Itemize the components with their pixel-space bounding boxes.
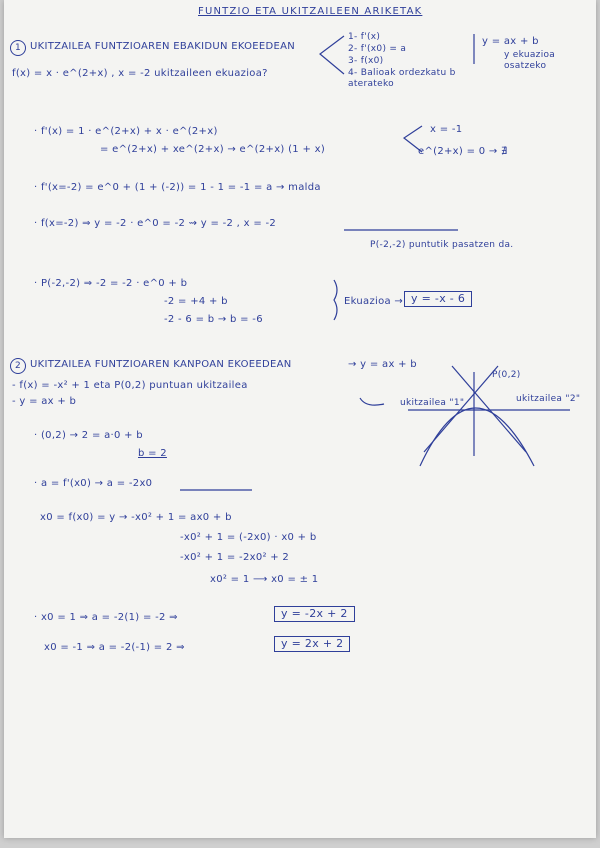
slope-calculation: · f'(x=-2) = e^0 + (1 + (-2)) = 1 - 1 = -1 = a → malda: [34, 182, 321, 193]
derivative-line-2: = e^(2+x) + xe^(2+x) → e^(2+x) (1 + x): [100, 144, 326, 155]
ex2-step-1-result: b = 2: [138, 448, 167, 459]
critical-case-2: e^(2+x) = 0 → ∄: [418, 146, 508, 157]
steps-bracket: [320, 36, 344, 74]
notebook-page: [4, 0, 596, 838]
hook-arrow: [360, 398, 384, 405]
page-title: FUNTZIO ETA UKITZAILEEN ARIKETAK: [198, 6, 423, 17]
derivative-line-1: · f'(x) = 1 · e^(2+x) + x · e^(2+x): [34, 126, 218, 137]
critical-bracket: [404, 126, 422, 152]
step-2: 2- f'(x0) = a: [348, 44, 407, 54]
given-function: - f(x) = -x² + 1 eta P(0,2) puntuan ukitzailea: [12, 380, 248, 391]
equation-brace: [334, 280, 337, 320]
step-4: 4- Balioak ordezkatu b aterateko: [348, 68, 456, 89]
line-form-note: y ekuazioa osatzeko: [504, 50, 556, 71]
ex2-result-1: · x0 = 1 ⇒ a = -2(1) = -2 ⇒: [34, 612, 178, 623]
critical-case-1: x = -1: [430, 124, 463, 135]
ex2-answer-1: y = -2x + 2: [274, 606, 355, 622]
exercise-1-heading: UKITZAILEA FUNTZIOAREN EBAKIDUN EKOEEDEAN: [30, 41, 296, 52]
line-form: y = ax + b: [482, 36, 539, 47]
exercise-2-heading: UKITZAILEA FUNTZIOAREN KANPOAN EKOEEDEAN: [30, 359, 292, 370]
ex2-step-3a: x0 = f(x0) = y → -x0² + 1 = ax0 + b: [40, 512, 232, 523]
exercise-2-form: → y = ax + b: [348, 359, 417, 370]
step-3: 3- f(x0): [348, 56, 384, 66]
point-note: P(-2,-2) puntutik pasatzen da.: [370, 240, 514, 250]
substitution-line-1: · P(-2,-2) ⇒ -2 = -2 · e^0 + b: [34, 278, 188, 289]
exercise-2-number: 2: [10, 358, 26, 374]
ex2-step-3b: -x0² + 1 = (-2x0) · x0 + b: [180, 532, 317, 543]
sketch-tangent-2: [452, 366, 526, 452]
equation-label: Ekuazioa →: [344, 296, 404, 307]
ex2-step-1: · (0,2) → 2 = a·0 + b: [34, 430, 143, 441]
handwritten-strokes: [4, 0, 596, 838]
sketch-tangent-1: [424, 366, 498, 452]
ex2-step-3d: x0² = 1 ⟶ x0 = ± 1: [210, 574, 319, 585]
ex2-step-3c: -x0² + 1 = -2x0² + 2: [180, 552, 290, 563]
exercise-1-number: 1: [10, 40, 26, 56]
point-calculation: · f(x=-2) ⇒ y = -2 · e^0 = -2 ⇝ y = -2 , x = -2: [34, 218, 277, 229]
ex2-result-2: x0 = -1 ⇒ a = -2(-1) = 2 ⇒: [44, 642, 185, 653]
sketch-point-label: P(0,2): [492, 370, 521, 380]
ex2-step-2: · a = f'(x0) → a = -2x0: [34, 478, 153, 489]
substitution-line-2: -2 = +4 + b: [164, 296, 228, 307]
tangent-1-label: ukitzailea "1": [400, 398, 465, 408]
exercise-1-function: f(x) = x · e^(2+x) , x = -2 ukitzaileen ekuazioa?: [12, 68, 268, 79]
exercise-1-answer: y = -x - 6: [404, 291, 472, 307]
tangent-2-label: ukitzailea "2": [516, 394, 581, 404]
given-line: - y = ax + b: [12, 396, 77, 407]
ex2-answer-2: y = 2x + 2: [274, 636, 350, 652]
step-1: 1- f'(x): [348, 32, 381, 42]
substitution-line-3: -2 - 6 = b → b = -6: [164, 314, 263, 325]
